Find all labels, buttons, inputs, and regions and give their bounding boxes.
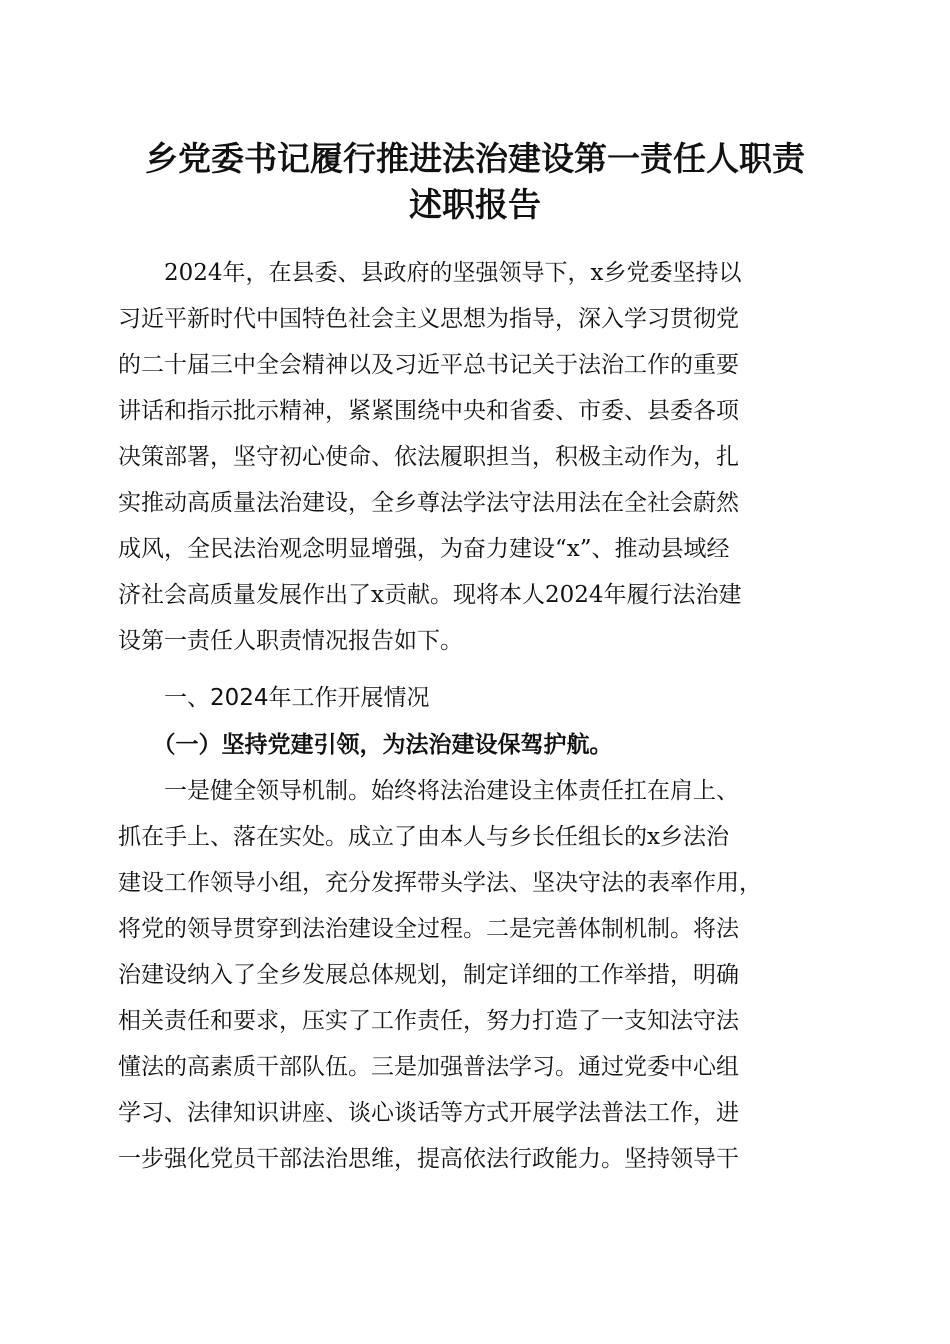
body-line: 将党的领导贯穿到法治建设全过程。二是完善体制机制。将法 — [118, 916, 739, 942]
body-line: 治建设纳入了全乡发展总体规划，制定详细的工作举措，明确 — [118, 962, 739, 988]
body-line: 懂法的高素质干部队伍。三是加强普法学习。通过党委中心组 — [118, 1054, 739, 1080]
subsection-heading: （一）坚持党建引领，为法治建设保驾护航。 — [118, 731, 613, 758]
body-line: 建设工作领导小组，充分发挥带头学法、坚决守法的表率作用， — [118, 870, 762, 896]
body-line: 相关责任和要求，压实了工作责任，努力打造了一支知法守法 — [118, 1008, 739, 1034]
body-line: 一是健全领导机制。始终将法治建设主体责任扛在肩上、 — [118, 778, 739, 804]
document-title-line-1: 乡党委书记履行推进法治建设第一责任人职责 — [145, 139, 805, 178]
intro-line: 实推动高质量法治建设，全乡尊法学法守法用法在全社会蔚然 — [118, 490, 739, 516]
intro-line: 2024年，在县委、县政府的坚强领导下，x乡党委坚持以 — [118, 260, 742, 286]
document-title-line-2: 述职报告 — [409, 185, 541, 224]
intro-line: 成风，全民法治观念明显增强，为奋力建设“x”、推动县域经 — [118, 536, 730, 562]
intro-line: 设第一责任人职责情况报告如下。 — [118, 628, 463, 654]
body-line: 抓在手上、落在实处。成立了由本人与乡长任组长的x乡法治 — [118, 824, 729, 850]
intro-line: 讲话和指示批示精神，紧紧围绕中央和省委、市委、县委各项 — [118, 398, 739, 424]
intro-line: 决策部署，坚守初心使命、依法履职担当，积极主动作为，扎 — [118, 444, 739, 470]
intro-line: 的二十届三中全会精神以及习近平总书记关于法治工作的重要 — [118, 352, 739, 378]
section-heading: 一、2024年工作开展情况 — [118, 685, 430, 711]
intro-line: 习近平新时代中国特色社会主义思想为指导，深入学习贯彻党 — [118, 306, 739, 332]
intro-line: 济社会高质量发展作出了x贡献。现将本人2024年履行法治建 — [118, 582, 742, 608]
body-line: 学习、法律知识讲座、谈心谈话等方式开展学法普法工作，进 — [118, 1100, 739, 1126]
body-line: 一步强化党员干部法治思维，提高依法行政能力。坚持领导干 — [118, 1146, 739, 1172]
